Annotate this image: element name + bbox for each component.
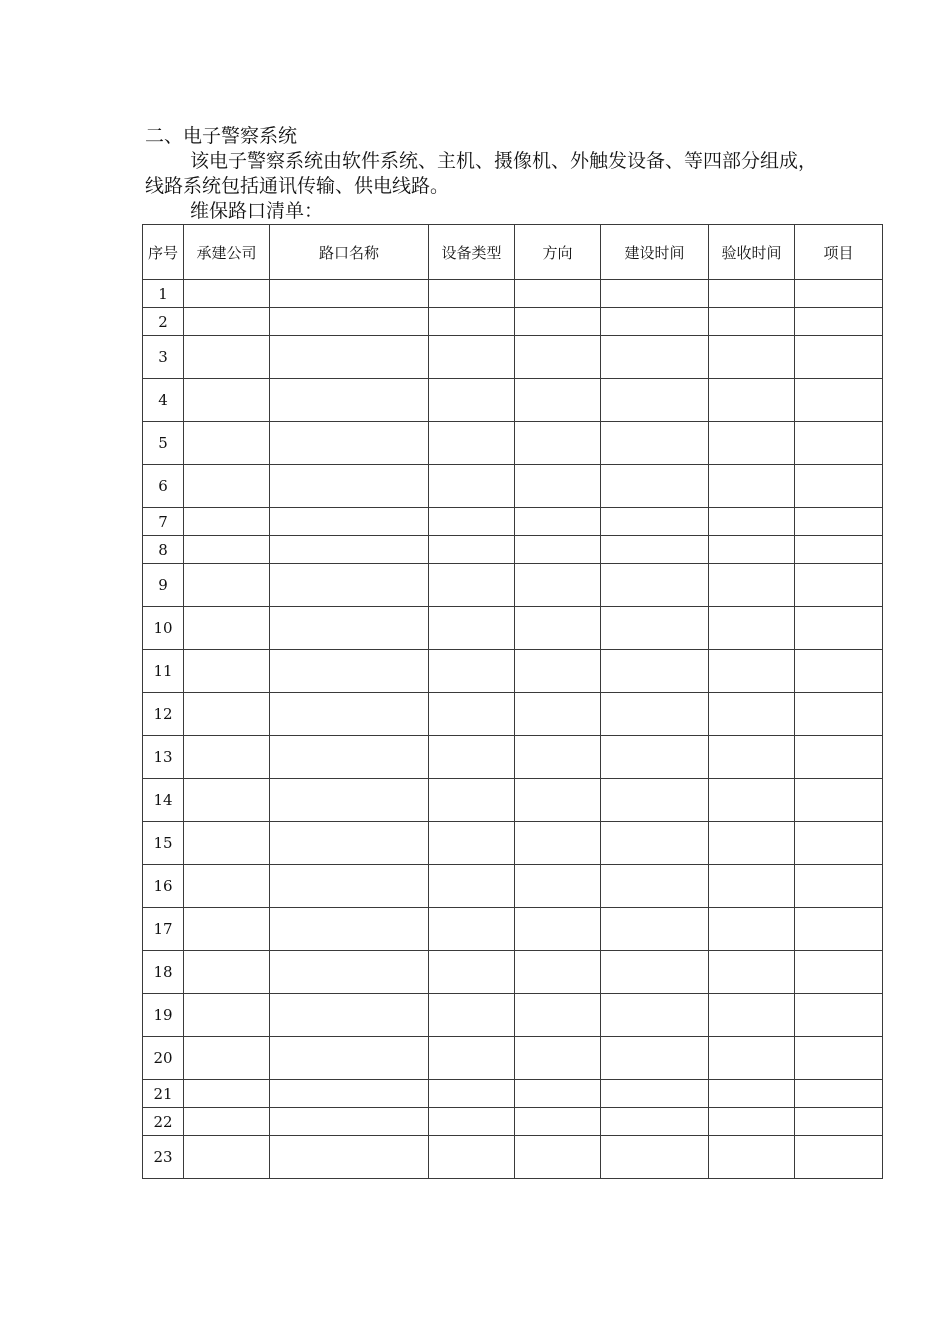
build-date-cell	[601, 336, 709, 379]
accept-date-cell	[709, 308, 795, 336]
project-cell	[795, 336, 883, 379]
header-device-type: 设备类型	[429, 225, 515, 280]
project-cell	[795, 308, 883, 336]
intersection-cell	[270, 650, 429, 693]
project-cell	[795, 422, 883, 465]
table-row	[143, 607, 883, 650]
project-cell	[795, 951, 883, 994]
table-row	[143, 822, 883, 865]
section-heading: 二、电子警察系统	[145, 125, 298, 147]
row-index: 16	[143, 865, 184, 908]
device-type-cell	[429, 564, 515, 607]
project-cell	[795, 607, 883, 650]
intersection-cell	[270, 693, 429, 736]
project-cell	[795, 1037, 883, 1080]
device-type-cell	[429, 508, 515, 536]
direction-cell	[515, 536, 601, 564]
contractor-cell	[184, 564, 270, 607]
project-cell	[795, 536, 883, 564]
intersection-cell	[270, 779, 429, 822]
direction-cell	[515, 693, 601, 736]
intersection-cell	[270, 994, 429, 1037]
row-index: 21	[143, 1080, 184, 1108]
document-body	[145, 124, 825, 224]
accept-date-cell	[709, 564, 795, 607]
contractor-cell	[184, 1136, 270, 1179]
intersection-cell	[270, 908, 429, 951]
contractor-cell	[184, 1080, 270, 1108]
contractor-cell	[184, 336, 270, 379]
accept-date-cell	[709, 994, 795, 1037]
header-intersection: 路口名称	[270, 225, 429, 280]
contractor-cell	[184, 308, 270, 336]
contractor-cell	[184, 736, 270, 779]
table-row	[143, 908, 883, 951]
direction-cell	[515, 908, 601, 951]
direction-cell	[515, 379, 601, 422]
table-row	[143, 1136, 883, 1179]
accept-date-cell	[709, 607, 795, 650]
build-date-cell	[601, 650, 709, 693]
table-row	[143, 951, 883, 994]
build-date-cell	[601, 779, 709, 822]
project-cell	[795, 994, 883, 1037]
build-date-cell	[601, 308, 709, 336]
row-index: 20	[143, 1037, 184, 1080]
contractor-cell	[184, 1108, 270, 1136]
device-type-cell	[429, 779, 515, 822]
device-type-cell	[429, 422, 515, 465]
intersection-cell	[270, 1136, 429, 1179]
table-row	[143, 465, 883, 508]
build-date-cell	[601, 1136, 709, 1179]
direction-cell	[515, 280, 601, 308]
direction-cell	[515, 1037, 601, 1080]
row-index: 23	[143, 1136, 184, 1179]
table-row	[143, 693, 883, 736]
accept-date-cell	[709, 650, 795, 693]
device-type-cell	[429, 822, 515, 865]
project-cell	[795, 1136, 883, 1179]
row-index: 4	[143, 379, 184, 422]
intersection-cell	[270, 607, 429, 650]
table-row	[143, 508, 883, 536]
table-row	[143, 564, 883, 607]
contractor-cell	[184, 508, 270, 536]
row-index: 14	[143, 779, 184, 822]
accept-date-cell	[709, 1136, 795, 1179]
project-cell	[795, 736, 883, 779]
direction-cell	[515, 564, 601, 607]
table-row	[143, 1108, 883, 1136]
build-date-cell	[601, 736, 709, 779]
accept-date-cell	[709, 336, 795, 379]
project-cell	[795, 508, 883, 536]
header-accept-date: 验收时间	[709, 225, 795, 280]
accept-date-cell	[709, 280, 795, 308]
row-index: 3	[143, 336, 184, 379]
accept-date-cell	[709, 822, 795, 865]
contractor-cell	[184, 1037, 270, 1080]
project-cell	[795, 779, 883, 822]
accept-date-cell	[709, 508, 795, 536]
project-cell	[795, 908, 883, 951]
intersection-cell	[270, 564, 429, 607]
project-cell	[795, 465, 883, 508]
build-date-cell	[601, 536, 709, 564]
intersection-cell	[270, 536, 429, 564]
device-type-cell	[429, 465, 515, 508]
intersection-cell	[270, 336, 429, 379]
build-date-cell	[601, 951, 709, 994]
device-type-cell	[429, 650, 515, 693]
contractor-cell	[184, 822, 270, 865]
row-index: 12	[143, 693, 184, 736]
build-date-cell	[601, 1080, 709, 1108]
device-type-cell	[429, 336, 515, 379]
row-index: 17	[143, 908, 184, 951]
header-direction: 方向	[515, 225, 601, 280]
accept-date-cell	[709, 736, 795, 779]
intersection-cell	[270, 822, 429, 865]
row-index: 5	[143, 422, 184, 465]
intersection-table	[142, 224, 883, 1179]
accept-date-cell	[709, 951, 795, 994]
direction-cell	[515, 736, 601, 779]
header-contractor: 承建公司	[184, 225, 270, 280]
accept-date-cell	[709, 465, 795, 508]
direction-cell	[515, 650, 601, 693]
intersection-cell	[270, 1080, 429, 1108]
build-date-cell	[601, 508, 709, 536]
row-index: 10	[143, 607, 184, 650]
direction-cell	[515, 1080, 601, 1108]
section-paragraph: 该电子警察系统由软件系统、主机、摄像机、外触发设备、等四部分组成，线路系统包括通讯传输、供电线路。	[145, 150, 818, 197]
table-row	[143, 379, 883, 422]
direction-cell	[515, 607, 601, 650]
row-index: 11	[143, 650, 184, 693]
list-title: 维保路口清单：	[190, 200, 324, 222]
accept-date-cell	[709, 379, 795, 422]
build-date-cell	[601, 908, 709, 951]
device-type-cell	[429, 308, 515, 336]
contractor-cell	[184, 536, 270, 564]
contractor-cell	[184, 994, 270, 1037]
build-date-cell	[601, 607, 709, 650]
table-row	[143, 280, 883, 308]
direction-cell	[515, 822, 601, 865]
row-index: 22	[143, 1108, 184, 1136]
contractor-cell	[184, 865, 270, 908]
project-cell	[795, 865, 883, 908]
contractor-cell	[184, 422, 270, 465]
table-row	[143, 650, 883, 693]
project-cell	[795, 379, 883, 422]
direction-cell	[515, 779, 601, 822]
header-project: 项目	[795, 225, 883, 280]
project-cell	[795, 1108, 883, 1136]
device-type-cell	[429, 1108, 515, 1136]
table-row	[143, 336, 883, 379]
project-cell	[795, 650, 883, 693]
table-header-row	[143, 225, 883, 280]
contractor-cell	[184, 951, 270, 994]
accept-date-cell	[709, 422, 795, 465]
project-cell	[795, 693, 883, 736]
project-cell	[795, 822, 883, 865]
build-date-cell	[601, 1037, 709, 1080]
project-cell	[795, 1080, 883, 1108]
build-date-cell	[601, 564, 709, 607]
device-type-cell	[429, 693, 515, 736]
device-type-cell	[429, 736, 515, 779]
device-type-cell	[429, 379, 515, 422]
row-index: 18	[143, 951, 184, 994]
device-type-cell	[429, 951, 515, 994]
contractor-cell	[184, 465, 270, 508]
accept-date-cell	[709, 693, 795, 736]
contractor-cell	[184, 280, 270, 308]
build-date-cell	[601, 379, 709, 422]
row-index: 1	[143, 280, 184, 308]
build-date-cell	[601, 994, 709, 1037]
direction-cell	[515, 465, 601, 508]
row-index: 2	[143, 308, 184, 336]
accept-date-cell	[709, 1037, 795, 1080]
device-type-cell	[429, 607, 515, 650]
intersection-cell	[270, 508, 429, 536]
intersection-cell	[270, 465, 429, 508]
build-date-cell	[601, 1108, 709, 1136]
device-type-cell	[429, 908, 515, 951]
contractor-cell	[184, 650, 270, 693]
direction-cell	[515, 865, 601, 908]
contractor-cell	[184, 379, 270, 422]
intersection-cell	[270, 422, 429, 465]
accept-date-cell	[709, 536, 795, 564]
intersection-cell	[270, 280, 429, 308]
table-row	[143, 1037, 883, 1080]
direction-cell	[515, 308, 601, 336]
row-index: 6	[143, 465, 184, 508]
contractor-cell	[184, 908, 270, 951]
direction-cell	[515, 1136, 601, 1179]
device-type-cell	[429, 1136, 515, 1179]
intersection-cell	[270, 736, 429, 779]
direction-cell	[515, 336, 601, 379]
build-date-cell	[601, 822, 709, 865]
row-index: 9	[143, 564, 184, 607]
row-index: 15	[143, 822, 184, 865]
intersection-cell	[270, 379, 429, 422]
intersection-cell	[270, 1108, 429, 1136]
device-type-cell	[429, 536, 515, 564]
device-type-cell	[429, 865, 515, 908]
header-index: 序号	[143, 225, 184, 280]
row-index: 8	[143, 536, 184, 564]
table-row	[143, 1080, 883, 1108]
intersection-cell	[270, 1037, 429, 1080]
build-date-cell	[601, 422, 709, 465]
project-cell	[795, 564, 883, 607]
table-body	[143, 280, 883, 1179]
build-date-cell	[601, 693, 709, 736]
header-build-date: 建设时间	[601, 225, 709, 280]
table-row	[143, 422, 883, 465]
direction-cell	[515, 422, 601, 465]
build-date-cell	[601, 465, 709, 508]
accept-date-cell	[709, 908, 795, 951]
build-date-cell	[601, 280, 709, 308]
direction-cell	[515, 994, 601, 1037]
table-row	[143, 736, 883, 779]
table-row	[143, 308, 883, 336]
row-index: 19	[143, 994, 184, 1037]
row-index: 7	[143, 508, 184, 536]
contractor-cell	[184, 779, 270, 822]
device-type-cell	[429, 280, 515, 308]
row-index: 13	[143, 736, 184, 779]
direction-cell	[515, 1108, 601, 1136]
device-type-cell	[429, 1080, 515, 1108]
device-type-cell	[429, 1037, 515, 1080]
intersection-cell	[270, 951, 429, 994]
contractor-cell	[184, 693, 270, 736]
table-row	[143, 865, 883, 908]
table-row	[143, 994, 883, 1037]
intersection-cell	[270, 308, 429, 336]
accept-date-cell	[709, 1080, 795, 1108]
direction-cell	[515, 951, 601, 994]
direction-cell	[515, 508, 601, 536]
device-type-cell	[429, 994, 515, 1037]
build-date-cell	[601, 865, 709, 908]
intersection-cell	[270, 865, 429, 908]
project-cell	[795, 280, 883, 308]
table-row	[143, 536, 883, 564]
accept-date-cell	[709, 865, 795, 908]
accept-date-cell	[709, 779, 795, 822]
table-row	[143, 779, 883, 822]
contractor-cell	[184, 607, 270, 650]
accept-date-cell	[709, 1108, 795, 1136]
